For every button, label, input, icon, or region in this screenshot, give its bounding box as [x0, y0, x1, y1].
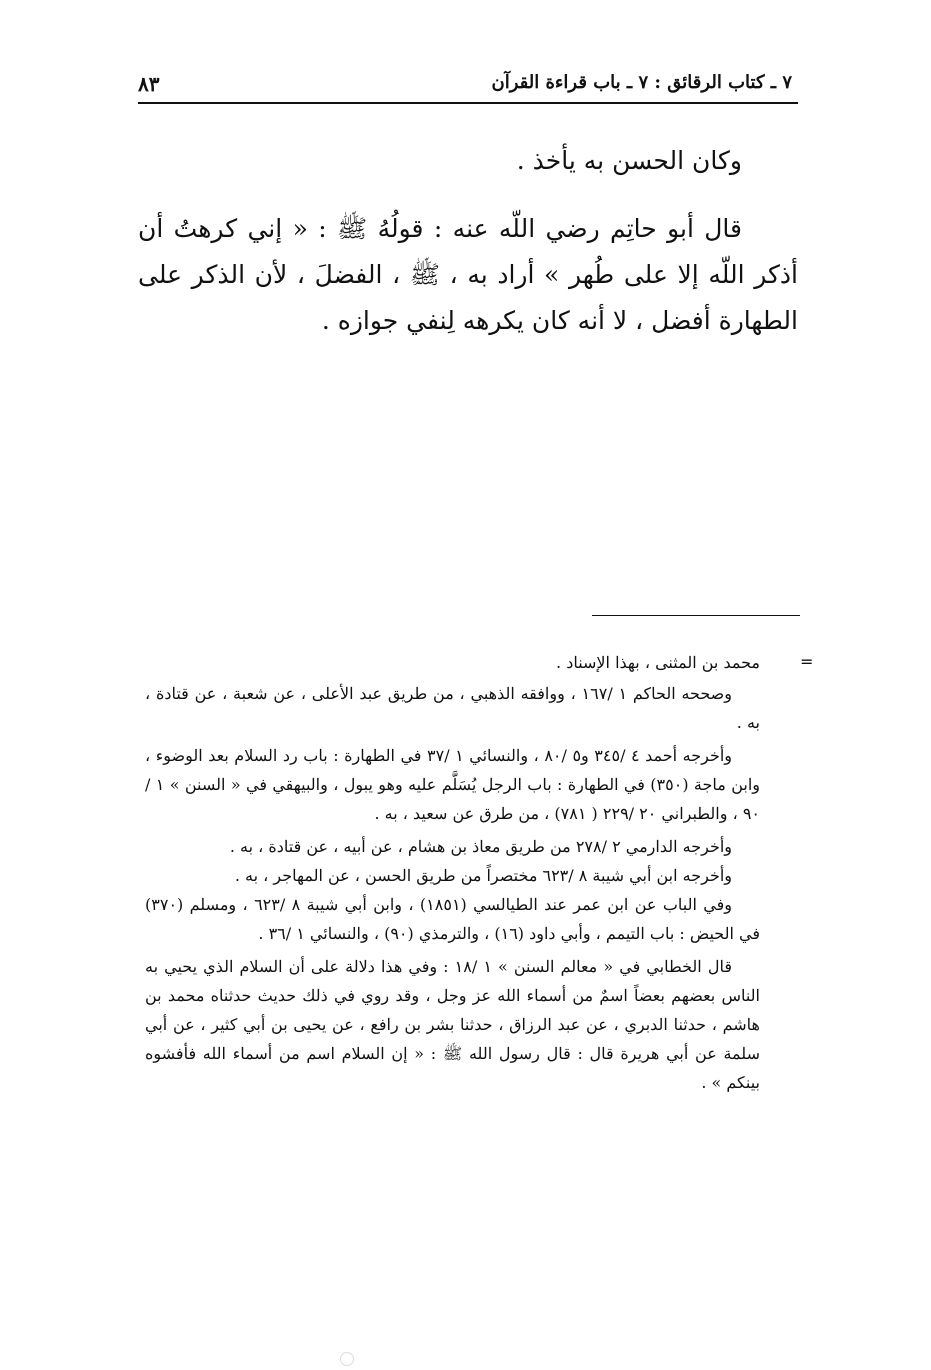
scan-mark [340, 1352, 354, 1366]
footnote-paragraph: وأخرجه الدارمي ٢ /٢٧٨ من طريق معاذ بن هشام ، عن أبيه ، عن قتادة ، به . [229, 837, 732, 856]
footnote-divider [592, 615, 800, 616]
running-title: ٧ ـ كتاب الرقائق : ٧ ـ باب قراءة القرآن [491, 72, 792, 93]
page-header [138, 68, 798, 104]
footnote-paragraph: محمد بن المثنى ، بهذا الإسناد . [556, 653, 760, 672]
footnote-paragraph: وصححه الحاكم ١ /١٦٧ ، ووافقه الذهبي ، من طريق عبد الأعلى ، عن شعبة ، عن قتادة ، به . [145, 684, 760, 732]
footnote-paragraph: وأخرجه ابن أبي شيبة ٨ /٦٢٣ مختصراً من طريق الحسن ، عن المهاجر ، به . [234, 866, 732, 885]
header-divider [138, 102, 798, 104]
footnote-paragraph: وفي الباب عن ابن عمر عند الطيالسي (١٨٥١) ، وابن أبي شيبة ٨ /٦٢٣ ، ومسلم (٣٧٠) في الحيض : باب التيمم ، وأبي داود (١٦) ، والترمذي (٩٠) ، والنسائي ١ /٣٦ . [145, 895, 760, 943]
page-number: ٨٣ [138, 72, 160, 96]
footnote-paragraph: وأخرجه أحمد ٤ /٣٤٥ و٥ /٨٠ ، والنسائي ١ /٣٧ في الطهارة : باب رد السلام بعد الوضوء ، وابن ماجة (٣٥٠) في الطهارة : باب الرجل يُسَلَّم عليه وهو يبول ، والبيهقي في « السنن » ١ /٩٠ ، والطبراني ٢٠ /٢٢٩ ( ٧٨١) ، من طرق عن سعيد ، به . [145, 746, 761, 823]
footnote-continuation-marker: = [800, 652, 814, 671]
main-text [138, 138, 798, 344]
main-paragraph: وكان الحسن به يأخذ . [516, 146, 742, 175]
main-paragraph: قال أبو حاتِم رضي اللّه عنه : قولُهُ ﷺ : « إني كرهتُ أن أذكر اللّه إلا على طُهر » أراد به ، ﷺ ، الفضلَ ، لأن الذكر على الطهارة أفضل ، لا أنه كان يكرهه لِنفي جوازه . [138, 214, 798, 335]
footnote-paragraph: قال الخطابي في « معالم السنن » ١ /١٨ : وفي هذا دلالة على أن السلام الذي يحيي به الناس بعضهم بعضاً اسمٌ من أسماء الله عز وجل ، وقد روي في ذلك حديث حدثناه محمد بن هاشم ، حدثنا الدبري ، عن عبد الرزاق ، حدثنا بشر بن رافع ، عن يحيى بن أبي كثير ، عن أبي سلمة عن أبي هريرة قال : قال رسول الله ﷺ : « إن السلام اسم من أسماء الله فأفشوه بينكم » . [145, 957, 761, 1092]
footnotes [145, 648, 760, 1097]
